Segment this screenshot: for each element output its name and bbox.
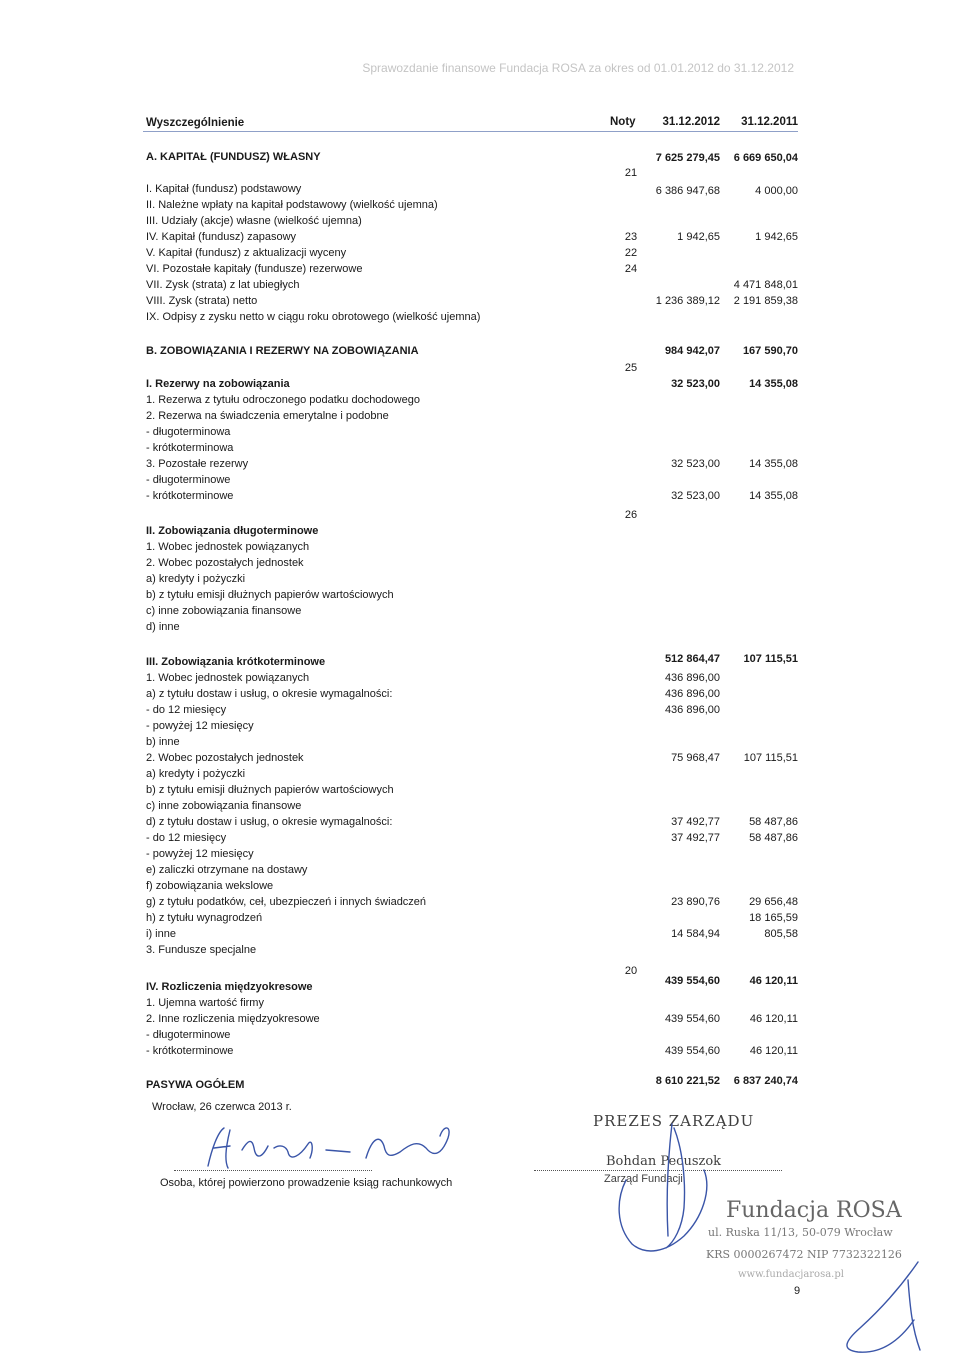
row-value-2011: 14 355,08 bbox=[749, 378, 798, 390]
row-label: PASYWA OGÓŁEM bbox=[146, 1079, 245, 1091]
row-label: a) kredyty i pożyczki bbox=[146, 573, 246, 585]
row-value-2012: 32 523,00 bbox=[671, 378, 720, 390]
row-label: 1. Rezerwa z tytułu odroczonego podatku dochodowego bbox=[146, 394, 420, 406]
row-label: VIII. Zysk (strata) netto bbox=[146, 295, 258, 307]
column-header-notes: Noty bbox=[610, 116, 636, 128]
row-label: - krótkoterminowe bbox=[146, 490, 234, 502]
place-date: Wrocław, 26 czerwca 2013 r. bbox=[152, 1101, 292, 1113]
row-label: 3. Pozostałe rezerwy bbox=[146, 458, 249, 470]
row-label: B. ZOBOWIĄZANIA I REZERWY NA ZOBOWIĄZANIA bbox=[146, 345, 419, 357]
row-note: 23 bbox=[624, 231, 638, 243]
stamp-foundation-web: www.fundacjarosa.pl bbox=[738, 1269, 844, 1280]
president-signature bbox=[586, 1118, 736, 1268]
row-value-2012: 6 386 947,68 bbox=[655, 185, 720, 197]
row-label: - długoterminowe bbox=[146, 474, 231, 486]
row-value-2011: 6 837 240,74 bbox=[733, 1075, 798, 1087]
row-value-2012: 439 554,60 bbox=[664, 1045, 720, 1057]
row-note: 24 bbox=[624, 263, 638, 275]
row-label: - do 12 miesięcy bbox=[146, 832, 227, 844]
row-value-2012: 23 890,76 bbox=[671, 896, 720, 908]
row-label: b) inne bbox=[146, 736, 180, 748]
column-header-label: Wyszczególnienie bbox=[146, 117, 245, 129]
bookkeeper-signature-line bbox=[174, 1170, 372, 1171]
running-header: Sprawozdanie finansowe Fundacja ROSA za okres od 01.01.2012 do 31.12.2012 bbox=[362, 61, 794, 75]
row-label: - powyżej 12 miesięcy bbox=[146, 720, 254, 732]
row-value-2012: 436 896,00 bbox=[664, 672, 720, 684]
row-value-2012: 75 968,47 bbox=[671, 752, 720, 764]
row-label: II. Zobowiązania długoterminowe bbox=[146, 525, 319, 537]
row-label: f) zobowiązania wekslowe bbox=[146, 880, 274, 892]
row-value-2012: 1 236 389,12 bbox=[655, 295, 720, 307]
row-label: I. Kapitał (fundusz) podstawowy bbox=[146, 183, 302, 195]
row-label: i) inne bbox=[146, 928, 176, 940]
row-value-2012: 32 523,00 bbox=[671, 458, 720, 470]
row-label: III. Zobowiązania krótkoterminowe bbox=[146, 656, 326, 668]
row-label: IX. Odpisy z zysku netto w ciągu roku obrotowego (wielkość ujemna) bbox=[146, 311, 481, 323]
row-value-2011: 805,58 bbox=[764, 928, 798, 940]
initials-signature bbox=[830, 1258, 940, 1358]
row-value-2012: 1 942,65 bbox=[677, 231, 720, 243]
row-value-2011: 107 115,51 bbox=[743, 752, 798, 764]
row-label: 3. Fundusze specjalne bbox=[146, 944, 257, 956]
row-label: - długoterminowe bbox=[146, 1029, 231, 1041]
row-value-2011: 58 487,86 bbox=[749, 816, 798, 828]
row-value-2011: 29 656,48 bbox=[749, 896, 798, 908]
row-label: 2. Wobec pozostałych jednostek bbox=[146, 557, 304, 569]
row-label: a) kredyty i pożyczki bbox=[146, 768, 246, 780]
row-label: VII. Zysk (strata) z lat ubiegłych bbox=[146, 279, 300, 291]
row-label: d) inne bbox=[146, 621, 180, 633]
row-label: II. Należne wpłaty na kapitał podstawowy (wielkość ujemna) bbox=[146, 199, 438, 211]
stamp-foundation-name: Fundacja ROSA bbox=[726, 1198, 902, 1223]
row-value-2012: 37 492,77 bbox=[671, 816, 720, 828]
row-value-2011: 107 115,51 bbox=[743, 653, 798, 665]
header-rule bbox=[143, 131, 798, 132]
row-label: h) z tytułu wynagrodzeń bbox=[146, 912, 263, 924]
row-value-2011: 2 191 859,38 bbox=[733, 295, 798, 307]
row-value-2012: 436 896,00 bbox=[664, 704, 720, 716]
row-value-2012: 7 625 279,45 bbox=[655, 152, 720, 164]
row-value-2011: 46 120,11 bbox=[749, 975, 798, 987]
row-value-2011: 167 590,70 bbox=[742, 345, 798, 357]
row-label: - powyżej 12 miesięcy bbox=[146, 848, 254, 860]
row-label: 1. Wobec jednostek powiązanych bbox=[146, 672, 310, 684]
row-label: c) inne zobowiązania finansowe bbox=[146, 605, 302, 617]
page-number: 9 bbox=[794, 1285, 801, 1297]
row-label: IV. Rozliczenia międzyokresowe bbox=[146, 981, 313, 993]
row-value-2011: 6 669 650,04 bbox=[733, 152, 798, 164]
row-value-2011: 1 942,65 bbox=[755, 231, 798, 243]
row-value-2012: 439 554,60 bbox=[664, 1013, 720, 1025]
row-label: c) inne zobowiązania finansowe bbox=[146, 800, 302, 812]
row-value-2011: 14 355,08 bbox=[749, 490, 798, 502]
row-label: V. Kapitał (fundusz) z aktualizacji wyceny bbox=[146, 247, 347, 259]
row-value-2012: 984 942,07 bbox=[664, 345, 720, 357]
row-label: VI. Pozostałe kapitały (fundusze) rezerwowe bbox=[146, 263, 363, 275]
row-label: b) z tytułu emisji dłużnych papierów wartościowych bbox=[146, 589, 394, 601]
row-label: 1. Ujemna wartość firmy bbox=[146, 997, 264, 1009]
row-value-2011: 46 120,11 bbox=[749, 1045, 798, 1057]
bookkeeper-caption: Osoba, której powierzono prowadzenie ksiąg rachunkowych bbox=[160, 1177, 453, 1189]
row-label: 2. Inne rozliczenia międzyokresowe bbox=[146, 1013, 320, 1025]
row-label: I. Rezerwy na zobowiązania bbox=[146, 378, 290, 390]
row-label: - długoterminowa bbox=[146, 426, 231, 438]
row-label: g) z tytułu podatków, ceł, ubezpieczeń i innych świadczeń bbox=[146, 896, 427, 908]
stamp-board-role: Zarząd Fundacji bbox=[604, 1173, 683, 1185]
row-label: - do 12 miesięcy bbox=[146, 704, 227, 716]
stamp-foundation-address: ul. Ruska 11/13, 50-079 Wrocław bbox=[708, 1226, 893, 1239]
stamp-board-name: Bohdan Pecuszok bbox=[606, 1154, 722, 1169]
row-label: 1. Wobec jednostek powiązanych bbox=[146, 541, 310, 553]
column-header-2012: 31.12.2012 bbox=[662, 116, 720, 128]
row-value-2011: 14 355,08 bbox=[749, 458, 798, 470]
row-note: 26 bbox=[624, 509, 638, 521]
bookkeeper-signature bbox=[190, 1118, 470, 1178]
row-label: d) z tytułu dostaw i usług, o okresie wymagalności: bbox=[146, 816, 393, 828]
row-value-2012: 32 523,00 bbox=[671, 490, 720, 502]
row-value-2011: 18 165,59 bbox=[749, 912, 798, 924]
row-note: 20 bbox=[624, 965, 638, 977]
row-value-2011: 46 120,11 bbox=[749, 1013, 798, 1025]
row-value-2012: 439 554,60 bbox=[664, 975, 720, 987]
row-label: 2. Rezerwa na świadczenia emerytalne i podobne bbox=[146, 410, 389, 422]
column-header-2011: 31.12.2011 bbox=[741, 116, 798, 128]
row-label: III. Udziały (akcje) własne (wielkość ujemna) bbox=[146, 215, 362, 227]
row-note: 25 bbox=[624, 362, 638, 374]
row-value-2011: 4 471 848,01 bbox=[733, 279, 798, 291]
row-label: e) zaliczki otrzymane na dostawy bbox=[146, 864, 308, 876]
row-value-2012: 14 584,94 bbox=[671, 928, 720, 940]
stamp-board-title: PREZES ZARZĄDU bbox=[593, 1112, 755, 1130]
row-label: b) z tytułu emisji dłużnych papierów wartościowych bbox=[146, 784, 394, 796]
row-label: - krótkoterminowe bbox=[146, 1045, 234, 1057]
row-note: 22 bbox=[624, 247, 638, 259]
row-value-2012: 8 610 221,52 bbox=[655, 1075, 720, 1087]
row-value-2012: 512 864,47 bbox=[664, 653, 720, 665]
row-label: 2. Wobec pozostałych jednostek bbox=[146, 752, 304, 764]
stamp-foundation-krs: KRS 0000267472 NIP 7732322126 bbox=[706, 1248, 902, 1261]
row-value-2012: 436 896,00 bbox=[664, 688, 720, 700]
row-value-2012: 37 492,77 bbox=[671, 832, 720, 844]
row-label: IV. Kapitał (fundusz) zapasowy bbox=[146, 231, 297, 243]
row-label: - krótkoterminowa bbox=[146, 442, 234, 454]
row-label: A. KAPITAŁ (FUNDUSZ) WŁASNY bbox=[146, 151, 321, 163]
row-value-2011: 58 487,86 bbox=[749, 832, 798, 844]
row-label: a) z tytułu dostaw i usług, o okresie wymagalności: bbox=[146, 688, 393, 700]
row-note: 21 bbox=[624, 167, 638, 179]
row-value-2011: 4 000,00 bbox=[755, 185, 798, 197]
